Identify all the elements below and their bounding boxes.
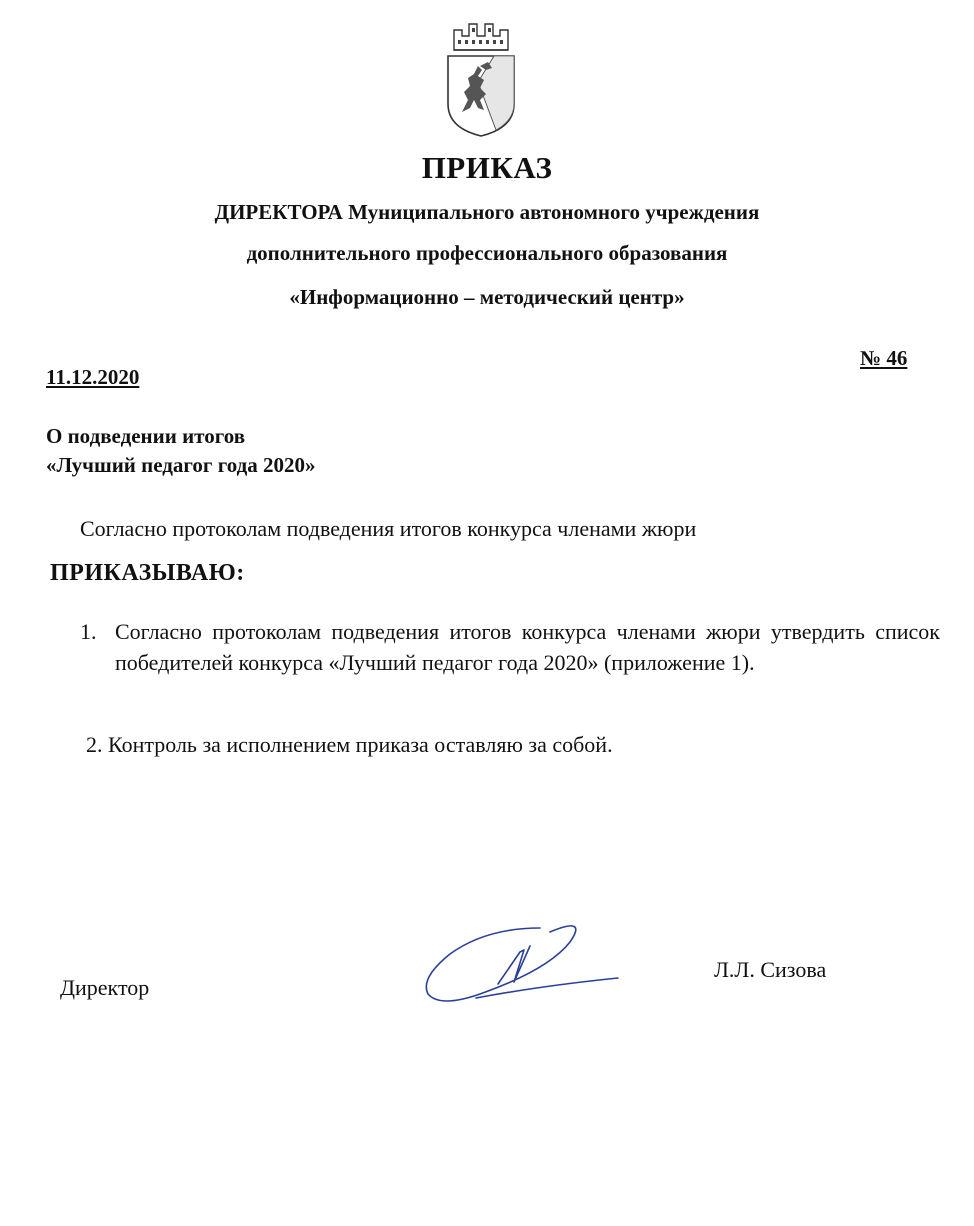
signature-image (420, 912, 620, 1012)
signer-position: Директор (60, 975, 150, 1000)
order-item-number: 2. (86, 732, 103, 757)
preamble-text: Согласно протоколам подведения итогов конкурса членами жюри (80, 516, 697, 541)
organization-line-3: «Информационно – методический центр» (289, 285, 685, 309)
organization-line-1: ДИРЕКТОРА Муниципального автономного учреждения (214, 200, 760, 224)
order-date: 11.12.2020 (46, 365, 140, 389)
order-item-number: 1. (80, 619, 97, 644)
organization-line-2: дополнительного профессионального образования (246, 241, 728, 265)
signer-name: Л.Л. Сизова (714, 957, 827, 982)
order-item-text: Согласно протоколам подведения итогов конкурса членами жюри утвердить список победителей конкурса «Лучший педагог года 2020» (приложение 1). (115, 619, 940, 675)
order-item (80, 616, 940, 678)
document-title: ПРИКАЗ (421, 150, 553, 185)
subject-line-1: О подведении итогов (46, 424, 246, 448)
order-item (86, 732, 613, 758)
subject-line-2: «Лучший педагог года 2020» (46, 453, 316, 477)
coat-of-arms-icon (438, 16, 524, 140)
order-number: № 46 (860, 346, 908, 370)
order-item-text: Контроль за исполнением приказа оставляю за собой. (108, 732, 613, 757)
order-subject (46, 422, 316, 480)
order-directive: ПРИКАЗЫВАЮ: (50, 560, 245, 586)
